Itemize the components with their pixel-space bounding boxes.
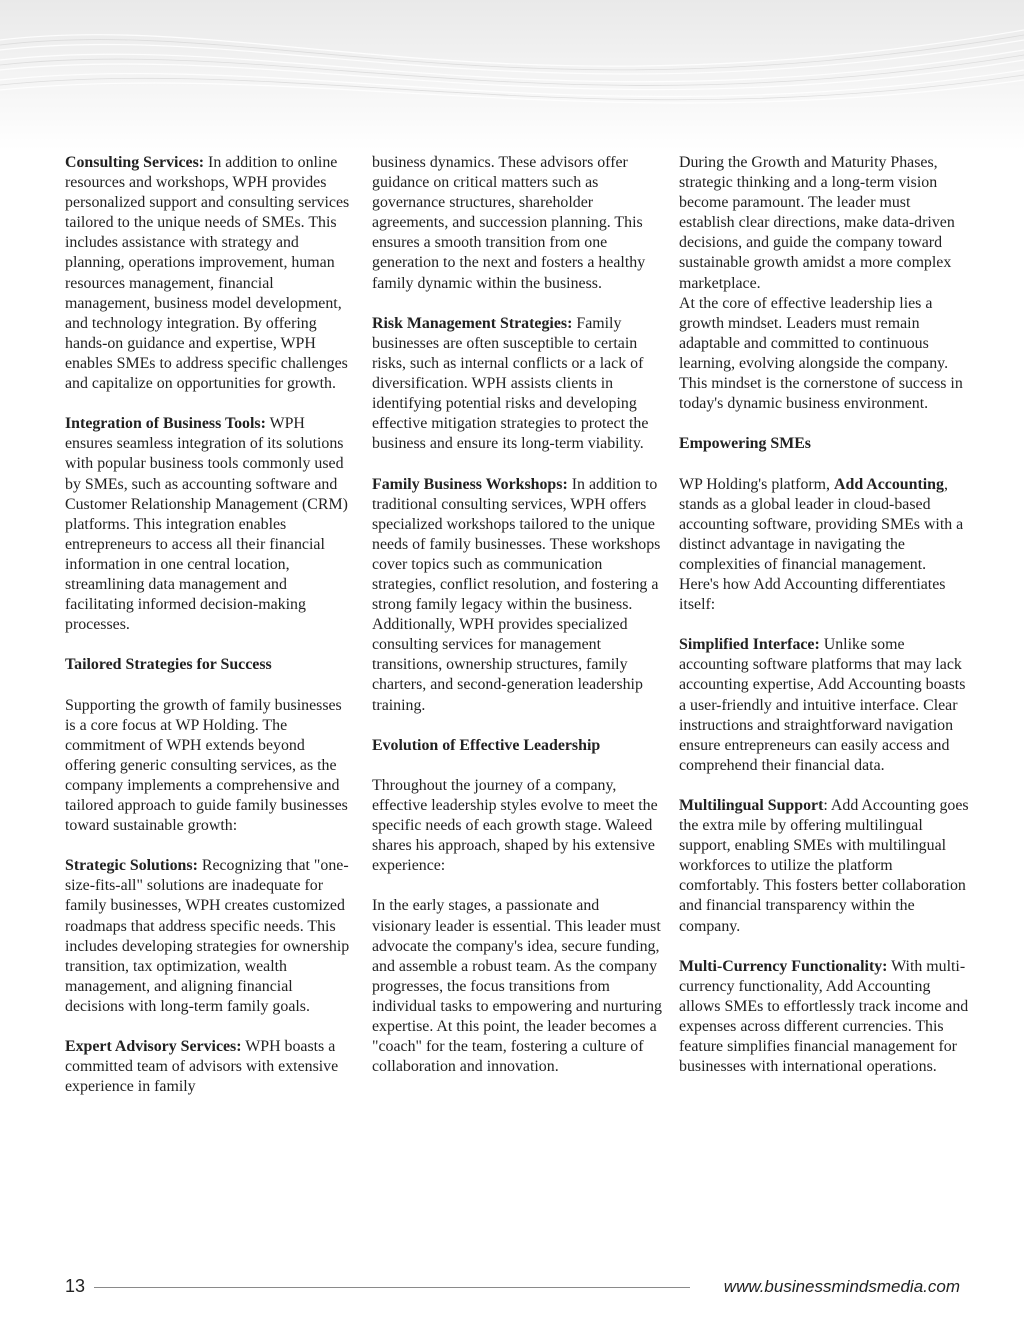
paragraph-strategic-solutions: Strategic Solutions: Recognizing that "one-size-fits-all" solutions are inadequate for family businesses, WPH creates customized roadmaps that address specific needs. This includes developing strategies for ownership transition, tax optimization, wealth management, and aligning financial decisions with long-term family goals. <box>65 857 350 1015</box>
heading-expert-advisory: Expert Advisory Services: <box>65 1038 242 1056</box>
paragraph-simplified-interface: Simplified Interface: Unlike some accounting software platforms that may lack accounting expertise, Add Accounting boasts a user-friendly and intuitive interface. Clear instructions and straightforward navigation ensure entrepreneurs can easily access and comprehend their financial data. <box>679 636 966 774</box>
decorative-wave-background <box>0 0 1024 150</box>
heading-empowering-smes: Empowering SMEs <box>679 435 811 453</box>
paragraph-consulting-services: Consulting Services: In addition to online resources and workshops, WPH provides personalized support and consulting services tailored to the unique needs of SMEs. This includes assistance with strategy and planning, operations improvement, human resources management, financial management, business model development, and technology integration. By offering hands-on guidance and expertise, WPH enables SMEs to address specific challenges and capitalize on opportunities for growth. <box>65 154 350 393</box>
paragraph-integration-business-tools: Integration of Business Tools: WPH ensures seamless integration of its solutions with popular business tools commonly used by SMEs, such as accounting software and Customer Relationship Management (CRM) platforms. This integration enables entrepreneurs to access all their financial information in one central location, streamlining data management and facilitating informed decision-making processes. <box>65 415 348 634</box>
product-name-add-accounting: Add Accounting <box>834 475 944 493</box>
website-url: www.businessmindsmedia.com <box>723 1277 960 1296</box>
paragraph-growth-maturity: During the Growth and Maturity Phases, strategic thinking and a long-term vision become paramount. The leader must establish clear directions, make data-driven decisions, and guide the company toward sustainable growth amidst a more complex marketplace. <box>679 154 955 292</box>
footer-divider <box>94 1287 690 1288</box>
paragraph-advisors-continued: business dynamics. These advisors offer guidance on critical matters such as governance structures, shareholder agreements, and succession planning. This ensures a smooth transition from one generation to the next and fosters a healthy family dynamic within the business. <box>372 154 646 292</box>
page-footer <box>0 1270 1024 1306</box>
paragraph-expert-advisory: Expert Advisory Services: WPH boasts a committed team of advisors with extensive experience in family <box>65 1038 339 1096</box>
paragraph-early-stages: In the early stages, a passionate and visionary leader is essential. This leader must advocate the company's idea, secure funding, and assemble a robust team. As the company progresses, the focus transitions from individual tasks to empowering and nurturing expertise. At this point, the leader becomes a "coach" for the team, fostering a culture of collaboration and innovation. <box>372 897 662 1076</box>
heading-consulting-services: Consulting Services: <box>65 154 205 171</box>
heading-integration-business-tools: Integration of Business Tools: <box>65 415 266 433</box>
paragraph-add-accounting-intro: WP Holding's platform, Add Accounting, stands as a global leader in cloud-based accounting software, providing SMEs with a distinct advantage in navigating the complexities of financial management. Here's how Add Accounting differentiates itself: <box>679 475 964 614</box>
heading-multi-currency: Multi-Currency Functionality: <box>679 957 888 975</box>
column-1 <box>65 153 355 1097</box>
page-number: 13 <box>65 1276 86 1296</box>
heading-evolution-leadership: Evolution of Effective Leadership <box>372 736 601 754</box>
paragraph-family-workshops: Family Business Workshops: In addition to traditional consulting services, WPH offers specialized workshops tailored to the unique needs of family businesses. These workshops cover topics such as communication strategies, conflict resolution, and fostering a strong family legacy within the business. Additionally, WPH provides specialized consulting services for management transitions, ownership structures, family charters, and second-generation leadership training. <box>372 475 661 714</box>
paragraph-risk-management: Risk Management Strategies: Family businesses are often susceptible to certain risks, such as internal conflicts or a lack of diversification. WPH assists clients in identifying potential risks and developing effective mitigation strategies to protect the business and ensure its long-term viability. <box>372 314 649 453</box>
paragraph-multilingual-support: Multilingual Support: Add Accounting goes the extra mile by offering multilingual support, enabling SMEs with multilingual workforces to utilize the platform comfortably. This fosters better collaboration and financial transparency within the company. <box>679 797 969 935</box>
heading-family-workshops: Family Business Workshops: <box>372 475 568 493</box>
article-columns <box>65 153 969 1097</box>
heading-risk-management: Risk Management Strategies: <box>372 314 573 332</box>
heading-multilingual-support: Multilingual Support <box>679 797 824 814</box>
column-2 <box>372 153 662 1097</box>
paragraph-tailored-strategies: Supporting the growth of family businesses is a core focus at WP Holding. The commitment of WPH extends beyond offering generic consulting services, as the company implements a comprehensive and tailored approach to guide family businesses toward sustainable growth: <box>65 696 348 835</box>
heading-strategic-solutions: Strategic Solutions: <box>65 857 198 875</box>
heading-simplified-interface: Simplified Interface: <box>679 636 820 654</box>
heading-tailored-strategies: Tailored Strategies for Success <box>65 656 272 674</box>
paragraph-growth-mindset: At the core of effective leadership lies a growth mindset. Leaders must remain adaptable and committed to continuous learning, evolving alongside the company. This mindset is the cornerstone of success in today's dynamic business environment. <box>679 294 963 413</box>
paragraph-multi-currency: Multi-Currency Functionality: With multi-currency functionality, Add Accounting allows SMEs to effortlessly track income and expenses across different currencies. This feature simplifies financial management for businesses with international operations. <box>679 957 969 1076</box>
column-3 <box>679 153 969 1097</box>
paragraph-leadership-journey: Throughout the journey of a company, effective leadership styles evolve to meet the specific needs of each growth stage. Waleed shares his approach, shaped by his extensive experience: <box>372 776 658 875</box>
